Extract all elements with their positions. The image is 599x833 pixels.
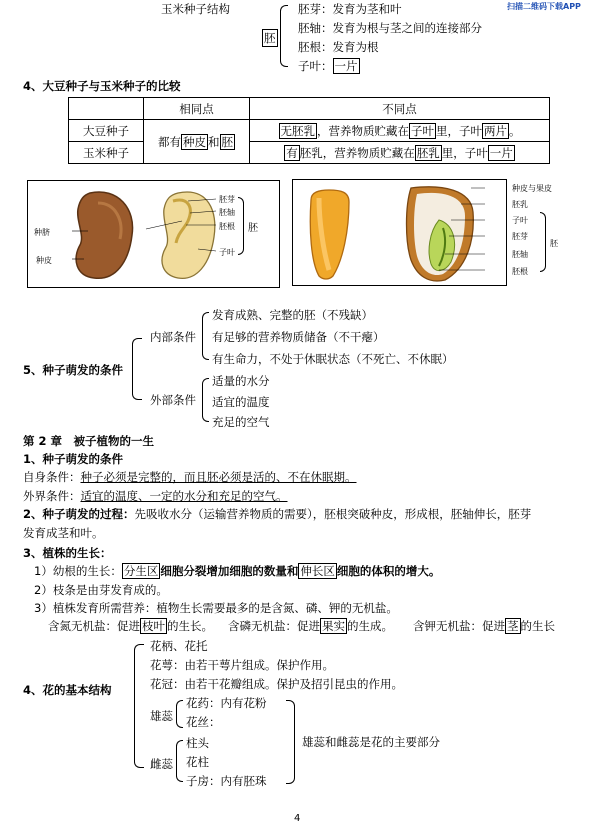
k-suffix: 的生长	[520, 619, 555, 633]
flower-brace	[134, 644, 144, 768]
corn-diff-cell	[250, 142, 550, 164]
common-and: 和	[208, 134, 220, 149]
table-corner	[69, 98, 144, 120]
internal-item-3: 有生命力，不处于休眠状态（不死亡、不休眠）	[212, 352, 454, 366]
internal-conditions-label: 内部条件	[150, 330, 196, 344]
s2-line1	[23, 506, 531, 522]
ext-text: 适宜的温度、一定的水分和充足的空气。	[80, 489, 288, 503]
flower-title: 4、花的基本结构	[23, 683, 112, 697]
table-header-diff: 不同点	[250, 98, 550, 120]
comparison-title: 4、大豆种子与玉米种子的比较	[23, 79, 181, 93]
bean-two: 两片	[484, 123, 507, 138]
branch-text: 2）枝条是由芽发育成的。	[34, 583, 168, 597]
bean-label-plumule: 胚芽	[219, 195, 235, 204]
corn-part-hypocotyl: 胚轴：发育为根与茎之间的连接部分	[298, 21, 482, 35]
stamen-item-1: 花药：内有花粉	[186, 696, 267, 710]
germination-brace	[132, 338, 142, 400]
ext-prefix: 外界条件：	[23, 489, 81, 503]
root-prefix: 1）幼根的生长：	[34, 564, 122, 578]
internal-item-1: 发育成熟、完整的胚（不残缺）	[212, 308, 373, 322]
corn-label-radicle: 胚根	[512, 267, 528, 276]
p-prefix: 含磷无机盐：促进	[228, 619, 320, 633]
corn-one: 一片	[489, 145, 513, 160]
stamen-brace	[176, 700, 183, 728]
potassium-text	[413, 618, 555, 634]
phosphorus-text	[228, 618, 393, 634]
s2-line2: 发育成茎和叶。	[23, 526, 104, 540]
corn-text-b: 胚乳，营养物质贮藏在	[299, 145, 415, 160]
common-cell	[144, 120, 250, 164]
corn-parts-brace	[280, 5, 288, 67]
external-brace	[202, 378, 209, 422]
watermark: 扫描二维码下载APP	[507, 2, 581, 11]
bean-label-cotyledon: 子叶	[219, 248, 235, 257]
embryo-label: 胚	[264, 31, 276, 45]
corn-endosperm: 胚乳	[416, 145, 440, 160]
table-row-corn: 玉米种子	[69, 142, 144, 164]
n-box: 枝叶	[142, 619, 165, 633]
bean-text-b: ，营养物质贮藏在	[317, 123, 409, 138]
stamen-label: 雄蕊	[150, 709, 173, 723]
internal-brace	[202, 312, 209, 360]
pistil-item-1: 柱头	[186, 736, 209, 750]
k-prefix: 含钾无机盐：促进	[413, 619, 505, 633]
external-condition	[23, 488, 288, 504]
external-item-1: 适量的水分	[212, 374, 270, 388]
pistil-item-3: 子房：内有胚珠	[186, 774, 267, 788]
bean-diff-cell	[250, 120, 550, 142]
self-prefix: 自身条件：	[23, 470, 81, 484]
root-text-b: 细胞分裂增加细胞的数量和	[160, 564, 299, 578]
n-prefix: 含氮无机盐：促进	[48, 619, 140, 633]
chapter-title: 第 2 章 被子植物的一生	[23, 434, 155, 448]
common-prefix: 都有	[158, 134, 181, 149]
flower-item-1: 花柄、花托	[150, 639, 208, 653]
flower-item-2: 花萼：由若干萼片组成。保护作用。	[150, 658, 334, 672]
self-condition	[23, 469, 357, 485]
comparison-table	[68, 97, 550, 164]
corn-text-d: 里，子叶	[441, 145, 488, 160]
corn-structure-title: 玉米种子结构	[161, 2, 230, 16]
bean-text-d: 里，子叶	[436, 123, 482, 138]
corn-seed-illustration	[293, 180, 507, 286]
corn-part-radicle: 胚根：发育为根	[298, 40, 379, 54]
page-number: 4	[294, 813, 301, 824]
bean-label-coat: 种皮	[36, 256, 52, 265]
bean-period: 。	[509, 123, 521, 138]
s2-title: 2、种子萌发的过程：	[23, 507, 135, 521]
main-parts-note: 雄蕊和雌蕊是花的主要部分	[302, 735, 440, 749]
s3-title: 3、植株的生长：	[23, 546, 112, 560]
pistil-label: 雌蕊	[150, 757, 173, 771]
germination-title: 5、种子萌发的条件	[23, 363, 124, 377]
root-elongation: 伸长区	[300, 564, 335, 578]
nitrogen-text	[48, 618, 213, 634]
bean-label-radicle: 胚根	[219, 222, 235, 231]
bean-seed-figure	[27, 180, 280, 288]
table-header-same: 相同点	[144, 98, 250, 120]
common-embryo: 胚	[221, 134, 233, 149]
corn-label-hypocotyl: 胚轴	[512, 250, 528, 259]
s2-text: 先吸收水分（运输营养物质的需要），胚根突破种皮，形成根，胚轴伸长，胚芽	[134, 507, 532, 521]
corn-label-pericarp: 种皮与果皮	[512, 184, 552, 193]
flower-item-3: 花冠：由若干花瓣组成。保护及招引昆虫的作用。	[150, 677, 403, 691]
external-conditions-label: 外部条件	[150, 393, 196, 407]
k-box: 茎	[507, 619, 519, 633]
cotyledon-value: 一片	[334, 59, 358, 73]
bean-cotyledon: 子叶	[411, 123, 434, 138]
pistil-brace	[176, 740, 183, 782]
root-meristem: 分生区	[123, 564, 159, 578]
bean-label-hypocotyl: 胚轴	[219, 208, 235, 217]
p-suffix: 的生成。	[347, 619, 393, 633]
root-growth	[34, 563, 440, 579]
external-item-3: 充足的空气	[212, 415, 270, 429]
corn-label-endosperm: 胚乳	[512, 200, 528, 209]
corn-part-plumule: 胚芽：发育为茎和叶	[298, 2, 402, 16]
corn-embryo-brace	[540, 212, 546, 272]
corn-label-cotyledon: 子叶	[512, 216, 528, 225]
corn-part-cotyledon	[298, 58, 360, 74]
s1-title: 1、种子萌发的条件	[23, 452, 124, 466]
bean-no-endosperm: 无胚乳	[280, 123, 315, 138]
p-box: 果实	[322, 619, 345, 633]
corn-label-plumule: 胚芽	[512, 232, 528, 241]
bean-label-hilum: 种脐	[34, 228, 50, 237]
self-text: 种子必须是完整的，而且胚必须是活的、不在休眠期。	[80, 470, 357, 484]
n-suffix: 的生长。	[167, 619, 213, 633]
common-coat: 种皮	[183, 134, 206, 149]
stamen-item-2: 花丝：	[186, 715, 221, 729]
cotyledon-prefix: 子叶：	[298, 59, 333, 73]
external-item-2: 适宜的温度	[212, 395, 270, 409]
internal-item-2: 有足够的营养物质储备（不干瘪）	[212, 330, 385, 344]
root-text-d: 细胞的体积的增大。	[336, 564, 441, 578]
corn-seed-figure	[292, 179, 507, 286]
pistil-item-2: 花柱	[186, 755, 209, 769]
table-row-bean: 大豆种子	[69, 120, 144, 142]
nutrient-text: 3）植株发育所需营养：植物生长需要最多的是含氮、磷、钾的无机盐。	[34, 601, 398, 615]
bean-label-embryo: 胚	[248, 223, 258, 234]
main-parts-brace	[286, 700, 295, 784]
corn-has: 有	[286, 145, 298, 160]
corn-label-embryo: 胚	[550, 239, 558, 248]
bean-embryo-brace	[238, 197, 244, 255]
